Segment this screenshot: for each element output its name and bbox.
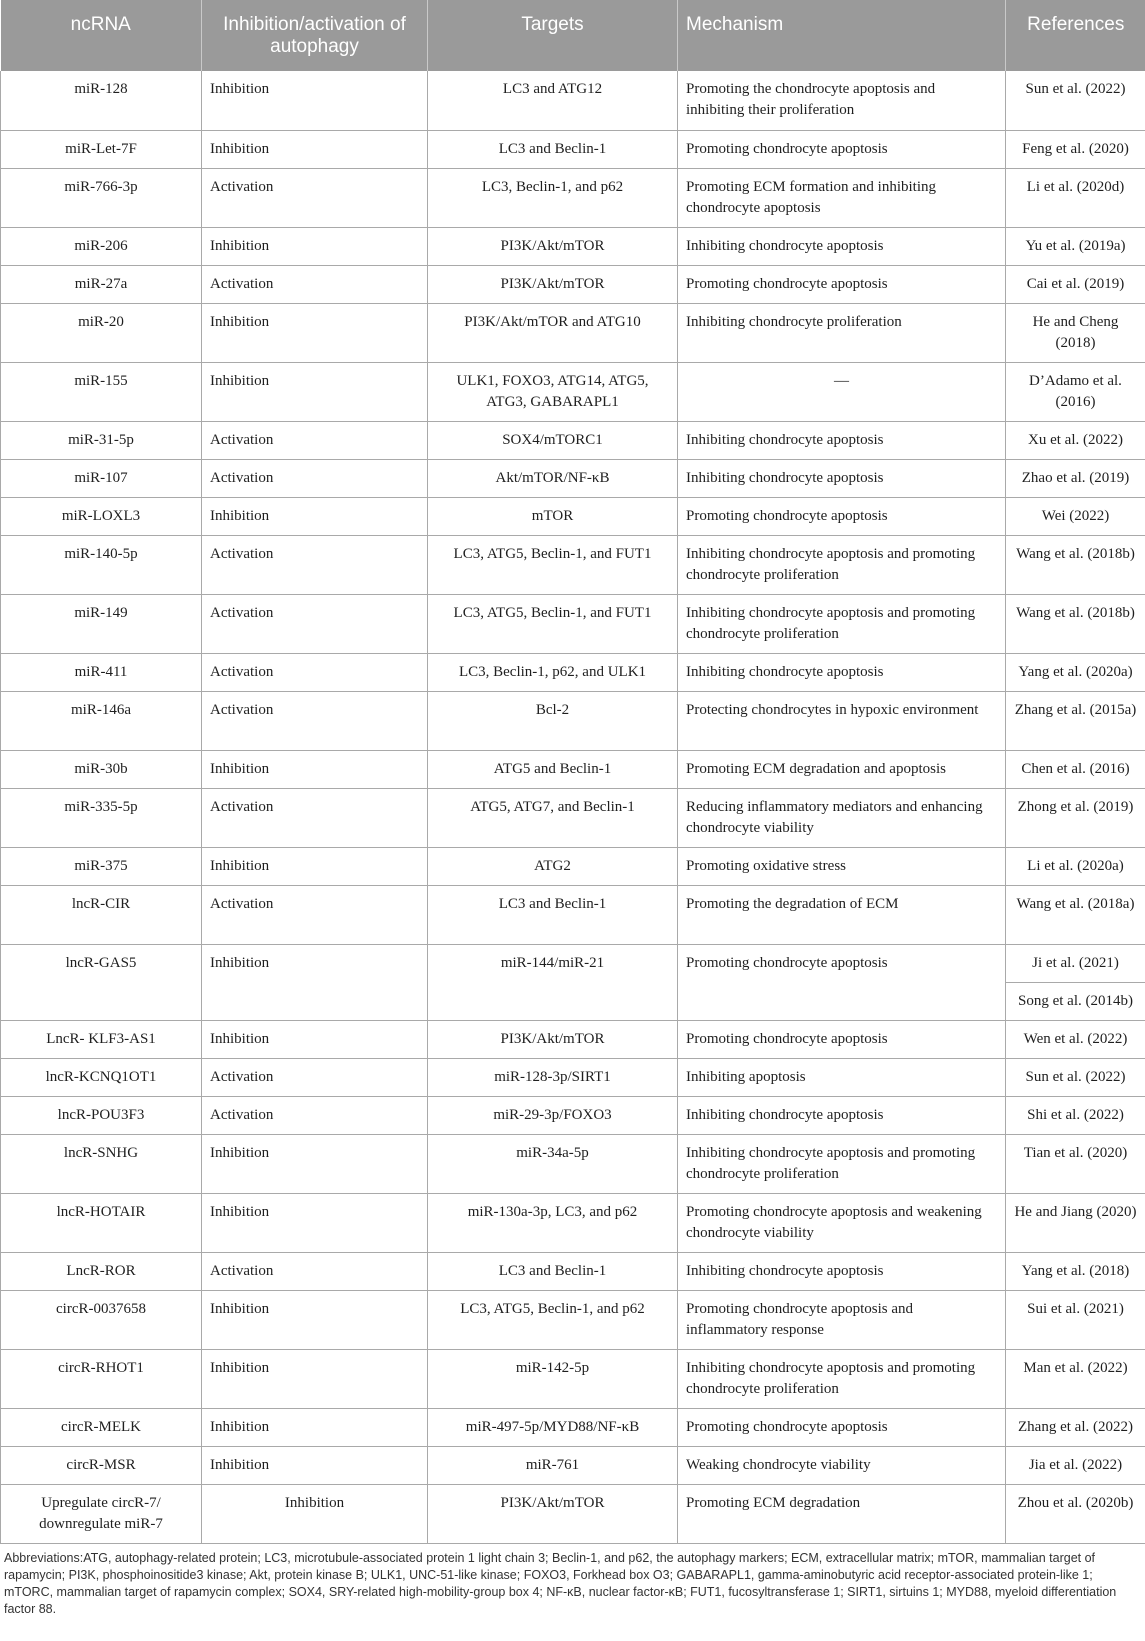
header-references: References bbox=[1006, 0, 1145, 71]
cell-reference: Yang et al. (2018) bbox=[1006, 1252, 1145, 1290]
cell-reference: Zhong et al. (2019) bbox=[1006, 788, 1145, 847]
cell-effect: Inhibition bbox=[202, 497, 428, 535]
cell-targets: ATG2 bbox=[428, 847, 678, 885]
table-row bbox=[1, 594, 1145, 653]
cell-ncrna: miR-149 bbox=[1, 594, 202, 653]
cell-effect: Activation bbox=[202, 459, 428, 497]
cell-ncrna: lncR-GAS5 bbox=[1, 944, 202, 1020]
cell-reference: Shi et al. (2022) bbox=[1006, 1096, 1145, 1134]
cell-mechanism: Reducing inflammatory mediators and enhancing chondrocyte viability bbox=[678, 788, 1006, 847]
cell-effect: Inhibition bbox=[202, 1484, 428, 1543]
header-targets: Targets bbox=[428, 0, 678, 71]
cell-reference: Zhang et al. (2022) bbox=[1006, 1408, 1145, 1446]
table-row bbox=[1, 847, 1145, 885]
table-row bbox=[1, 265, 1145, 303]
cell-effect: Activation bbox=[202, 265, 428, 303]
table-row bbox=[1, 1446, 1145, 1484]
cell-ncrna: miR-LOXL3 bbox=[1, 497, 202, 535]
table-row bbox=[1, 691, 1145, 750]
cell-targets: ATG5, ATG7, and Beclin-1 bbox=[428, 788, 678, 847]
cell-targets: LC3, ATG5, Beclin-1, and p62 bbox=[428, 1290, 678, 1349]
cell-mechanism: Promoting chondrocyte apoptosis bbox=[678, 944, 1006, 1020]
table-row bbox=[1, 788, 1145, 847]
cell-targets: Akt/mTOR/NF-κB bbox=[428, 459, 678, 497]
cell-targets: miR-29-3p/FOXO3 bbox=[428, 1096, 678, 1134]
cell-effect: Activation bbox=[202, 691, 428, 750]
cell-reference: Cai et al. (2019) bbox=[1006, 265, 1145, 303]
cell-targets: miR-34a-5p bbox=[428, 1134, 678, 1193]
cell-effect: Activation bbox=[202, 788, 428, 847]
cell-reference: Wang et al. (2018b) bbox=[1006, 594, 1145, 653]
cell-ncrna: LncR-ROR bbox=[1, 1252, 202, 1290]
cell-ncrna: lncR-SNHG bbox=[1, 1134, 202, 1193]
cell-targets: ATG5 and Beclin-1 bbox=[428, 750, 678, 788]
table-row bbox=[1, 1058, 1145, 1096]
cell-ncrna: miR-27a bbox=[1, 265, 202, 303]
cell-mechanism: Inhibiting chondrocyte apoptosis bbox=[678, 1096, 1006, 1134]
table-row bbox=[1, 168, 1145, 227]
cell-reference: Feng et al. (2020) bbox=[1006, 130, 1145, 168]
cell-targets: LC3 and ATG12 bbox=[428, 71, 678, 130]
cell-mechanism: Promoting ECM degradation bbox=[678, 1484, 1006, 1543]
cell-mechanism: Promoting the chondrocyte apoptosis and inhibiting their proliferation bbox=[678, 71, 1006, 130]
cell-targets: PI3K/Akt/mTOR bbox=[428, 265, 678, 303]
cell-ncrna: miR-30b bbox=[1, 750, 202, 788]
cell-effect: Activation bbox=[202, 885, 428, 944]
cell-reference: Wang et al. (2018b) bbox=[1006, 535, 1145, 594]
cell-targets: PI3K/Akt/mTOR and ATG10 bbox=[428, 303, 678, 362]
table-row bbox=[1, 653, 1145, 691]
cell-ncrna: miR-206 bbox=[1, 227, 202, 265]
cell-ncrna: circR-MELK bbox=[1, 1408, 202, 1446]
cell-targets: miR-761 bbox=[428, 1446, 678, 1484]
cell-ncrna: lncR-HOTAIR bbox=[1, 1193, 202, 1252]
cell-reference: Li et al. (2020a) bbox=[1006, 847, 1145, 885]
cell-effect: Activation bbox=[202, 421, 428, 459]
cell-effect: Inhibition bbox=[202, 71, 428, 130]
cell-effect: Inhibition bbox=[202, 1349, 428, 1408]
cell-effect: Inhibition bbox=[202, 130, 428, 168]
cell-ncrna: miR-375 bbox=[1, 847, 202, 885]
table-row bbox=[1, 1134, 1145, 1193]
cell-reference: Zhang et al. (2015a) bbox=[1006, 691, 1145, 750]
table-row bbox=[1, 944, 1145, 982]
cell-mechanism: Inhibiting chondrocyte proliferation bbox=[678, 303, 1006, 362]
table-row bbox=[1, 1252, 1145, 1290]
table-row bbox=[1, 1408, 1145, 1446]
table-row bbox=[1, 130, 1145, 168]
cell-ncrna: miR-766-3p bbox=[1, 168, 202, 227]
cell-reference: Ji et al. (2021) bbox=[1006, 944, 1145, 982]
cell-effect: Activation bbox=[202, 594, 428, 653]
cell-ncrna: circR-MSR bbox=[1, 1446, 202, 1484]
cell-mechanism: Promoting the degradation of ECM bbox=[678, 885, 1006, 944]
cell-mechanism: Promoting chondrocyte apoptosis and inflammatory response bbox=[678, 1290, 1006, 1349]
table-row bbox=[1, 1349, 1145, 1408]
cell-mechanism: Inhibiting chondrocyte apoptosis bbox=[678, 421, 1006, 459]
cell-reference: Zhao et al. (2019) bbox=[1006, 459, 1145, 497]
cell-targets: LC3, ATG5, Beclin-1, and FUT1 bbox=[428, 535, 678, 594]
cell-effect: Activation bbox=[202, 1096, 428, 1134]
cell-targets: PI3K/Akt/mTOR bbox=[428, 1020, 678, 1058]
cell-effect: Activation bbox=[202, 1252, 428, 1290]
cell-effect: Inhibition bbox=[202, 227, 428, 265]
cell-reference: Chen et al. (2016) bbox=[1006, 750, 1145, 788]
cell-reference: Wang et al. (2018a) bbox=[1006, 885, 1145, 944]
cell-targets: LC3, Beclin-1, and p62 bbox=[428, 168, 678, 227]
cell-mechanism: Inhibiting chondrocyte apoptosis and promoting chondrocyte proliferation bbox=[678, 535, 1006, 594]
cell-reference: Yang et al. (2020a) bbox=[1006, 653, 1145, 691]
cell-mechanism: Inhibiting apoptosis bbox=[678, 1058, 1006, 1096]
cell-ncrna: miR-335-5p bbox=[1, 788, 202, 847]
cell-targets: Bcl-2 bbox=[428, 691, 678, 750]
table-row bbox=[1, 459, 1145, 497]
cell-mechanism: Weaking chondrocyte viability bbox=[678, 1446, 1006, 1484]
cell-targets: LC3 and Beclin-1 bbox=[428, 130, 678, 168]
cell-reference: Sun et al. (2022) bbox=[1006, 1058, 1145, 1096]
cell-mechanism: Protecting chondrocytes in hypoxic environment bbox=[678, 691, 1006, 750]
table-row bbox=[1, 362, 1145, 421]
cell-mechanism: Promoting chondrocyte apoptosis bbox=[678, 265, 1006, 303]
cell-reference: Jia et al. (2022) bbox=[1006, 1446, 1145, 1484]
cell-targets: LC3, ATG5, Beclin-1, and FUT1 bbox=[428, 594, 678, 653]
cell-reference-second: Song et al. (2014b) bbox=[1006, 982, 1145, 1020]
table-header-row bbox=[1, 0, 1145, 71]
cell-ncrna: miR-31-5p bbox=[1, 421, 202, 459]
cell-effect: Activation bbox=[202, 535, 428, 594]
cell-mechanism: Promoting ECM formation and inhibiting chondrocyte apoptosis bbox=[678, 168, 1006, 227]
cell-ncrna: lncR-CIR bbox=[1, 885, 202, 944]
cell-effect: Activation bbox=[202, 1058, 428, 1096]
cell-targets: LC3 and Beclin-1 bbox=[428, 1252, 678, 1290]
cell-ncrna: miR-146a bbox=[1, 691, 202, 750]
cell-ncrna: LncR- KLF3-AS1 bbox=[1, 1020, 202, 1058]
cell-reference: Man et al. (2022) bbox=[1006, 1349, 1145, 1408]
header-mechanism: Mechanism bbox=[678, 0, 1006, 71]
table-row bbox=[1, 303, 1145, 362]
cell-mechanism: Promoting chondrocyte apoptosis and weakening chondrocyte viability bbox=[678, 1193, 1006, 1252]
cell-effect: Inhibition bbox=[202, 1193, 428, 1252]
cell-ncrna: miR-20 bbox=[1, 303, 202, 362]
cell-targets: miR-497-5p/MYD88/NF-κB bbox=[428, 1408, 678, 1446]
cell-reference: Li et al. (2020d) bbox=[1006, 168, 1145, 227]
cell-effect: Inhibition bbox=[202, 750, 428, 788]
cell-targets: miR-130a-3p, LC3, and p62 bbox=[428, 1193, 678, 1252]
cell-mechanism: Promoting chondrocyte apoptosis bbox=[678, 1408, 1006, 1446]
table-row bbox=[1, 227, 1145, 265]
cell-effect: Inhibition bbox=[202, 847, 428, 885]
cell-reference: Sui et al. (2021) bbox=[1006, 1290, 1145, 1349]
cell-effect: Inhibition bbox=[202, 1408, 428, 1446]
cell-targets: LC3 and Beclin-1 bbox=[428, 885, 678, 944]
cell-reference: He and Cheng (2018) bbox=[1006, 303, 1145, 362]
table-row bbox=[1, 1096, 1145, 1134]
table-row bbox=[1, 1290, 1145, 1349]
cell-ncrna: miR-Let-7F bbox=[1, 130, 202, 168]
cell-reference: Zhou et al. (2020b) bbox=[1006, 1484, 1145, 1543]
cell-reference: Tian et al. (2020) bbox=[1006, 1134, 1145, 1193]
cell-reference: Wei (2022) bbox=[1006, 497, 1145, 535]
cell-effect: Inhibition bbox=[202, 1134, 428, 1193]
cell-targets: PI3K/Akt/mTOR bbox=[428, 1484, 678, 1543]
cell-ncrna: circR-RHOT1 bbox=[1, 1349, 202, 1408]
cell-reference: Xu et al. (2022) bbox=[1006, 421, 1145, 459]
cell-ncrna: Upregulate circR-7/ downregulate miR-7 bbox=[1, 1484, 202, 1543]
cell-reference: He and Jiang (2020) bbox=[1006, 1193, 1145, 1252]
cell-targets: miR-144/miR-21 bbox=[428, 944, 678, 1020]
cell-mechanism: — bbox=[678, 362, 1006, 421]
cell-targets: PI3K/Akt/mTOR bbox=[428, 227, 678, 265]
cell-effect: Activation bbox=[202, 168, 428, 227]
cell-targets: SOX4/mTORC1 bbox=[428, 421, 678, 459]
table-row bbox=[1, 885, 1145, 944]
cell-effect: Inhibition bbox=[202, 944, 428, 1020]
table-row bbox=[1, 497, 1145, 535]
table-row bbox=[1, 71, 1145, 130]
cell-mechanism: Inhibiting chondrocyte apoptosis and promoting chondrocyte proliferation bbox=[678, 594, 1006, 653]
table-row bbox=[1, 1020, 1145, 1058]
cell-mechanism: Promoting ECM degradation and apoptosis bbox=[678, 750, 1006, 788]
cell-reference: Sun et al. (2022) bbox=[1006, 71, 1145, 130]
cell-mechanism: Inhibiting chondrocyte apoptosis bbox=[678, 1252, 1006, 1290]
cell-mechanism: Promoting chondrocyte apoptosis bbox=[678, 497, 1006, 535]
table-body bbox=[1, 71, 1145, 1543]
cell-effect: Activation bbox=[202, 653, 428, 691]
cell-mechanism: Inhibiting chondrocyte apoptosis and promoting chondrocyte proliferation bbox=[678, 1349, 1006, 1408]
table-row bbox=[1, 421, 1145, 459]
cell-mechanism: Promoting chondrocyte apoptosis bbox=[678, 130, 1006, 168]
cell-ncrna: miR-128 bbox=[1, 71, 202, 130]
cell-mechanism: Promoting chondrocyte apoptosis bbox=[678, 1020, 1006, 1058]
cell-effect: Inhibition bbox=[202, 1290, 428, 1349]
cell-ncrna: miR-411 bbox=[1, 653, 202, 691]
cell-reference: Yu et al. (2019a) bbox=[1006, 227, 1145, 265]
cell-mechanism: Inhibiting chondrocyte apoptosis bbox=[678, 653, 1006, 691]
table-row bbox=[1, 1484, 1145, 1543]
cell-mechanism: Inhibiting chondrocyte apoptosis and promoting chondrocyte proliferation bbox=[678, 1134, 1006, 1193]
cell-mechanism: Inhibiting chondrocyte apoptosis bbox=[678, 459, 1006, 497]
cell-ncrna: miR-107 bbox=[1, 459, 202, 497]
cell-ncrna: miR-155 bbox=[1, 362, 202, 421]
cell-ncrna: circR-0037658 bbox=[1, 1290, 202, 1349]
header-inhibition-activation: Inhibition/activation of autophagy bbox=[202, 0, 428, 71]
cell-targets: miR-142-5p bbox=[428, 1349, 678, 1408]
cell-mechanism: Inhibiting chondrocyte apoptosis bbox=[678, 227, 1006, 265]
cell-effect: Inhibition bbox=[202, 362, 428, 421]
cell-targets: LC3, Beclin-1, p62, and ULK1 bbox=[428, 653, 678, 691]
cell-effect: Inhibition bbox=[202, 1020, 428, 1058]
cell-ncrna: miR-140-5p bbox=[1, 535, 202, 594]
cell-ncrna: lncR-POU3F3 bbox=[1, 1096, 202, 1134]
cell-targets: ULK1, FOXO3, ATG14, ATG5, ATG3, GABARAPL1 bbox=[428, 362, 678, 421]
header-ncrna: ncRNA bbox=[1, 0, 202, 71]
table-row bbox=[1, 535, 1145, 594]
cell-effect: Inhibition bbox=[202, 303, 428, 362]
cell-effect: Inhibition bbox=[202, 1446, 428, 1484]
cell-reference: Wen et al. (2022) bbox=[1006, 1020, 1145, 1058]
cell-mechanism: Promoting oxidative stress bbox=[678, 847, 1006, 885]
table-footnote: Abbreviations:ATG, autophagy-related protein; LC3, microtubule-associated protein 1 light chain 3; Beclin-1, and p62, the autophagy markers; ECM, extracellular matrix; mTOR, mammalian target of rapamycin; PI3K, phosphoinositide3 kinase; Akt, protein kinase B; ULK1, UNC-51-like kinase; FOXO3, Forkhead box O3; GABARAPL1, gamma-aminobutyric acid receptor-associated protein-like 1; mTORC, mammalian target of rapamycin complex; SOX4, SRY-related high-mobility-group box 4; NF-κB, nuclear factor-κB; FUT1, fucosyltransferase 1; SIRT1, sirtuins 1; MYD88, myeloid differentiation factor 88. bbox=[4, 1550, 1117, 1616]
table-row bbox=[1, 1193, 1145, 1252]
cell-targets: miR-128-3p/SIRT1 bbox=[428, 1058, 678, 1096]
table-row bbox=[1, 750, 1145, 788]
cell-ncrna: lncR-KCNQ1OT1 bbox=[1, 1058, 202, 1096]
cell-reference: D’Adamo et al. (2016) bbox=[1006, 362, 1145, 421]
cell-targets: mTOR bbox=[428, 497, 678, 535]
